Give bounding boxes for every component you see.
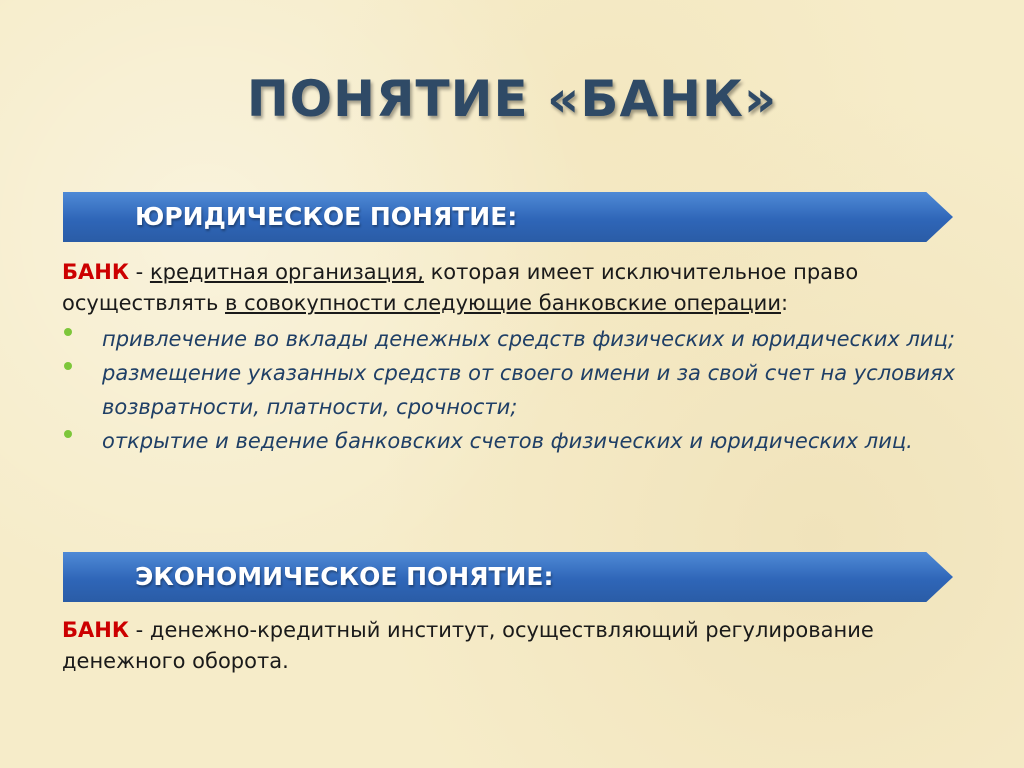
economic-term: БАНК [62,618,129,642]
legal-part2: которая имеет исключительное право осуществлять [62,260,859,315]
legal-definition [62,257,962,319]
legal-dash: - [129,260,150,284]
legal-part3: в совокупности следующие банковские операции [225,291,781,315]
list-item: открытие и ведение банковских счетов физических и юридических лиц. [62,424,962,458]
legal-part4: : [780,291,789,315]
list-item: привлечение во вклады денежных средств физических и юридических лиц; [62,322,962,356]
legal-heading: ЮРИДИЧЕСКОЕ ПОНЯТИЕ: [135,202,518,231]
slide-title: ПОНЯТИЕ «БАНК» [246,70,778,128]
bullet-icon [64,430,72,438]
economic-heading: ЭКОНОМИЧЕСКОЕ ПОНЯТИЕ: [135,562,554,591]
legal-part1: кредитная организация, [149,260,424,284]
economic-rest: - денежно-кредитный институт, осуществляющий регулирование денежного оборота. [62,618,874,673]
economic-definition [62,615,942,677]
legal-operations-list [62,322,962,458]
list-item: размещение указанных средств от своего имени и за свой счет на условиях возвратности, платности, срочности; [62,356,962,424]
bullet-icon [64,328,72,336]
legal-term: БАНК [62,260,129,284]
bullet-icon [64,362,72,370]
